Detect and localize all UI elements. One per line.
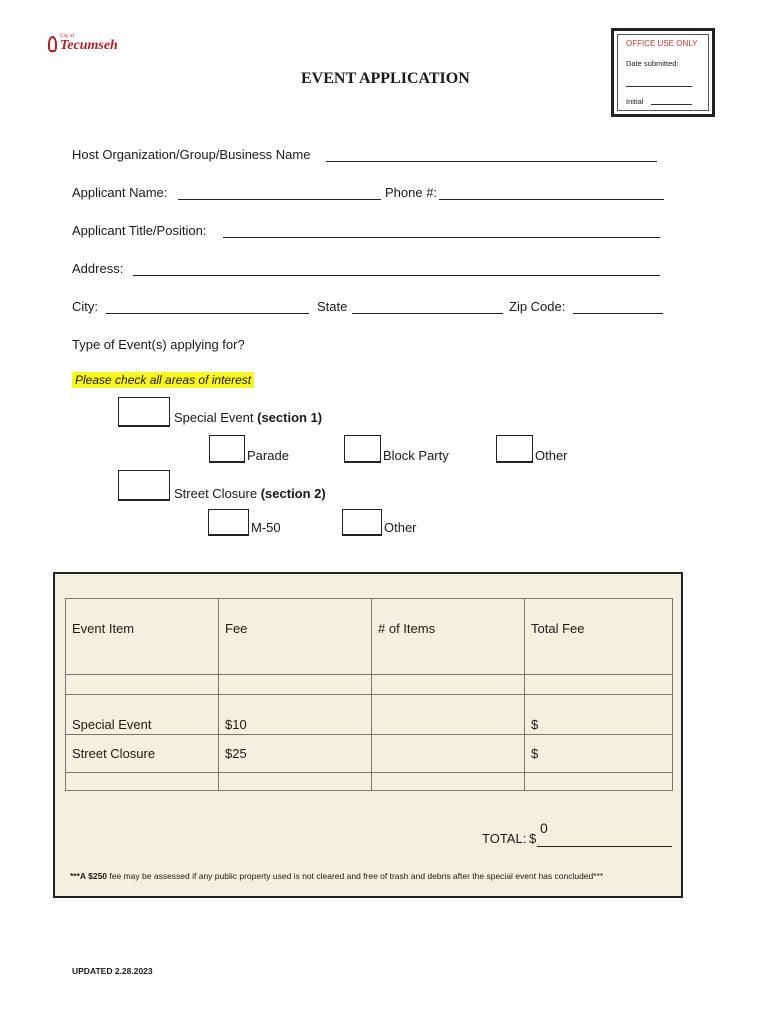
table-cell	[525, 773, 673, 791]
special-event-item: Special Event	[66, 695, 219, 735]
address-label: Address:	[72, 261, 124, 276]
position-label: Applicant Title/Position:	[72, 223, 207, 238]
event-type-question: Type of Event(s) applying for?	[72, 337, 245, 352]
table-cell	[66, 773, 219, 791]
state-field[interactable]	[352, 313, 503, 314]
city-label: City:	[72, 299, 98, 314]
special-event-checkbox[interactable]	[118, 397, 170, 427]
block-party-label: Block Party	[383, 448, 449, 463]
office-use-box	[611, 28, 715, 117]
table-header-row	[66, 599, 673, 675]
applicant-field[interactable]	[178, 199, 381, 200]
table-row	[66, 695, 673, 735]
total-label: TOTAL:	[482, 831, 527, 846]
logo-main-text: Tecumseh	[60, 38, 118, 53]
special-event-option	[174, 410, 322, 425]
table-cell	[219, 773, 372, 791]
special-event-qty[interactable]	[372, 695, 525, 735]
city-logo	[46, 34, 126, 58]
special-event-total[interactable]: $	[525, 695, 673, 735]
header-num-items: # of Items	[372, 599, 525, 675]
header-event-item: Event Item	[66, 599, 219, 675]
position-field[interactable]	[223, 237, 660, 238]
block-party-checkbox[interactable]	[344, 435, 381, 463]
city-field[interactable]	[106, 313, 309, 314]
special-event-fee: $10	[219, 695, 372, 735]
host-label: Host Organization/Group/Business Name	[72, 147, 311, 162]
initial-line[interactable]	[651, 104, 692, 105]
host-field[interactable]	[326, 161, 657, 162]
table-row	[66, 773, 673, 791]
parade-checkbox[interactable]	[209, 435, 245, 463]
m50-checkbox[interactable]	[208, 509, 249, 536]
other-event-label: Other	[535, 448, 568, 463]
section1-label: (section 1)	[257, 410, 323, 425]
applicant-label: Applicant Name:	[72, 185, 168, 200]
city-logo-mark	[48, 36, 57, 52]
note-prefix: ***A	[70, 871, 86, 881]
other-closure-checkbox[interactable]	[342, 509, 382, 536]
state-label: State	[317, 299, 348, 314]
street-closure-qty[interactable]	[372, 735, 525, 773]
parade-label: Parade	[247, 448, 289, 463]
street-closure-total[interactable]: $	[525, 735, 673, 773]
date-submitted-label: Date submitted:	[626, 59, 679, 68]
phone-field[interactable]	[439, 199, 664, 200]
note-text: fee may be assessed if any public property used is not cleared and free of trash and debris after the special event has concluded***	[109, 871, 604, 881]
m50-label: M-50	[251, 520, 281, 535]
check-note: Please check all areas of interest	[72, 372, 254, 388]
table-cell	[525, 675, 673, 695]
street-closure-option	[174, 486, 326, 501]
street-closure-item: Street Closure	[66, 735, 219, 773]
table-row	[66, 735, 673, 773]
total-field[interactable]	[537, 846, 672, 847]
table-row	[66, 675, 673, 695]
zip-label: Zip Code:	[509, 299, 566, 314]
fee-table	[65, 598, 673, 791]
table-cell	[372, 675, 525, 695]
logo-small-text: City of	[60, 34, 75, 39]
page-title: EVENT APPLICATION	[301, 70, 470, 87]
office-use-title: OFFICE USE ONLY	[626, 39, 698, 48]
initial-label: Initial	[626, 97, 644, 106]
date-submitted-line[interactable]	[626, 86, 692, 87]
total-currency: $	[529, 831, 537, 846]
street-closure-fee: $25	[219, 735, 372, 773]
header-fee: Fee	[219, 599, 372, 675]
other-event-checkbox[interactable]	[496, 435, 533, 463]
street-closure-label: Street Closure	[174, 486, 258, 501]
updated-date: UPDATED 2.28.2023	[72, 966, 153, 976]
address-field[interactable]	[133, 275, 660, 276]
table-cell	[219, 675, 372, 695]
phone-label: Phone #:	[385, 185, 438, 200]
section2-label: (section 2)	[260, 486, 326, 501]
note-amount: $250	[88, 871, 108, 881]
table-cell	[66, 675, 219, 695]
header-total-fee: Total Fee	[525, 599, 673, 675]
street-closure-checkbox[interactable]	[118, 470, 170, 501]
other-closure-label: Other	[384, 520, 417, 535]
cleanup-fee-note	[70, 871, 603, 881]
total-value[interactable]: 0	[540, 820, 548, 836]
table-cell	[372, 773, 525, 791]
zip-field[interactable]	[573, 313, 663, 314]
special-event-label: Special Event	[174, 410, 254, 425]
fee-panel	[53, 572, 683, 898]
